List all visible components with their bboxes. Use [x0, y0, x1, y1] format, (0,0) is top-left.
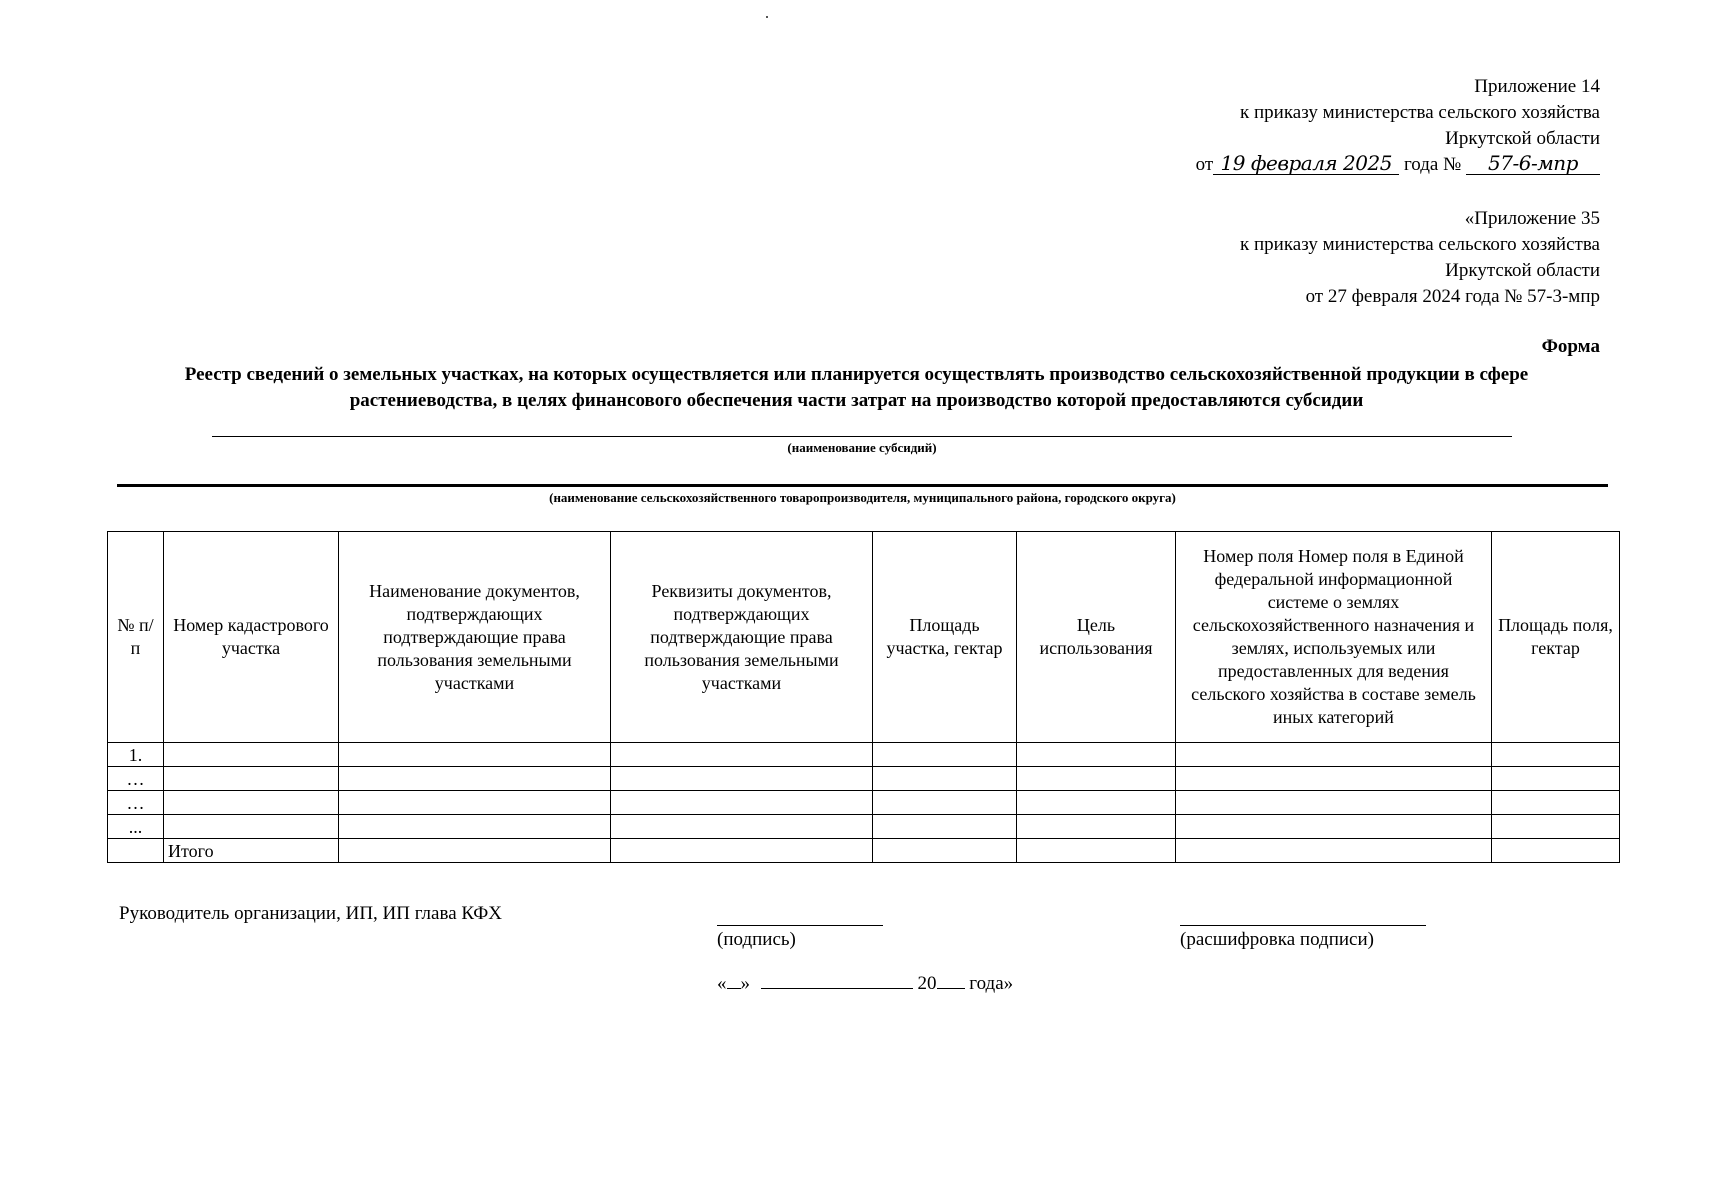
- date-open-quote: «: [717, 973, 727, 994]
- appendix-35-region: Иркутской области: [1445, 260, 1600, 281]
- table-row: [108, 791, 1620, 815]
- form-label: Форма: [1541, 336, 1600, 357]
- table-cell[interactable]: [1176, 815, 1492, 839]
- table-cell[interactable]: [164, 743, 339, 767]
- table-cell[interactable]: [611, 767, 873, 791]
- table-cell[interactable]: [1017, 839, 1176, 863]
- header-cadastral-number: Номер кадастрового участка: [164, 532, 339, 743]
- table-cell[interactable]: [873, 743, 1017, 767]
- table-cell[interactable]: [164, 815, 339, 839]
- month-blank[interactable]: [761, 972, 913, 989]
- document-title: Реестр сведений о земельных участках, на которых осуществляется или планируется осуществлять производство сельскохозяйственной продукции в сфере растениеводства, в целях финансового обеспечения части затрат на производство которой предоставляются субсидии: [184, 364, 1529, 411]
- date-close-quote: »: [740, 973, 750, 994]
- handwritten-number: 57-6-мпр: [1466, 152, 1600, 175]
- signature-date-row: [717, 972, 1013, 995]
- table-cell[interactable]: [611, 815, 873, 839]
- row-number: …: [108, 791, 164, 815]
- table-cell[interactable]: [339, 791, 611, 815]
- table-cell[interactable]: [1492, 815, 1620, 839]
- header-usage-purpose: Цель использования: [1017, 532, 1176, 743]
- table-cell[interactable]: [164, 791, 339, 815]
- signer-label: Руководитель организации, ИП, ИП глава КФХ: [119, 903, 502, 924]
- decoding-caption: (расшифровка подписи): [1180, 929, 1374, 950]
- appendix-35-date: от 27 февраля 2024 года № 57-3-мпр: [1305, 286, 1600, 307]
- appendix-14-from: от: [1195, 154, 1214, 175]
- subsidy-name-line: [212, 436, 1512, 437]
- row-number: 1.: [108, 743, 164, 767]
- table-cell[interactable]: [1492, 839, 1620, 863]
- table-cell[interactable]: [1176, 839, 1492, 863]
- table-cell[interactable]: [873, 815, 1017, 839]
- year-suffix: года»: [969, 973, 1014, 994]
- header-document-names: Наименование документов, подтверждающих подтверждающие права пользования земельными участками: [339, 532, 611, 743]
- appendix-35-block: [1240, 206, 1600, 310]
- table-cell[interactable]: [1017, 791, 1176, 815]
- appendix-14-order: к приказу министерства сельского хозяйства: [1240, 102, 1600, 123]
- table-cell[interactable]: [339, 839, 611, 863]
- table-row: [108, 743, 1620, 767]
- header-plot-area: Площадь участка, гектар: [873, 532, 1017, 743]
- register-table: [107, 531, 1620, 863]
- signature-caption: (подпись): [717, 929, 796, 950]
- day-blank[interactable]: [727, 972, 741, 989]
- header-row-number: № п/п: [108, 532, 164, 743]
- table-cell[interactable]: [1017, 815, 1176, 839]
- table-cell[interactable]: [1017, 743, 1176, 767]
- appendix-35-order: к приказу министерства сельского хозяйства: [1240, 234, 1600, 255]
- signature-line[interactable]: [717, 925, 883, 926]
- table-cell[interactable]: [1492, 767, 1620, 791]
- table-row: [108, 815, 1620, 839]
- appendix-14-date-row: [1196, 152, 1600, 178]
- table-cell[interactable]: [1176, 791, 1492, 815]
- table-cell[interactable]: [1492, 743, 1620, 767]
- table-cell[interactable]: [339, 767, 611, 791]
- year-blank[interactable]: [937, 972, 965, 989]
- signature-decoding-line[interactable]: [1180, 925, 1426, 926]
- table-cell[interactable]: [339, 743, 611, 767]
- producer-name-line: [117, 484, 1608, 487]
- table-cell[interactable]: [611, 743, 873, 767]
- table-cell[interactable]: [873, 767, 1017, 791]
- row-number: ...: [108, 815, 164, 839]
- table-cell[interactable]: [873, 791, 1017, 815]
- table-cell[interactable]: [164, 767, 339, 791]
- scan-speck: [766, 16, 768, 18]
- year-prefix: 20: [917, 973, 937, 994]
- handwritten-date: 19 февраля 2025: [1213, 152, 1399, 175]
- header-field-area: Площадь поля, гектар: [1492, 532, 1620, 743]
- appendix-14-year-label: года №: [1403, 154, 1462, 175]
- table-cell[interactable]: [611, 839, 873, 863]
- appendix-14-title: Приложение 14: [1474, 76, 1600, 97]
- table-cell[interactable]: [611, 791, 873, 815]
- producer-caption: (наименование сельскохозяйственного товаропроизводителя, муниципального района, городского округа): [549, 490, 1176, 505]
- total-label: Итого: [164, 839, 339, 863]
- row-number: …: [108, 767, 164, 791]
- table-header-row: [108, 532, 1620, 743]
- header-document-details: Реквизиты документов, подтверждающих подтверждающие права пользования земельными участками: [611, 532, 873, 743]
- total-row-number: [108, 839, 164, 863]
- table-cell[interactable]: [1176, 767, 1492, 791]
- subsidy-caption: (наименование субсидий): [787, 440, 937, 455]
- table-cell[interactable]: [1017, 767, 1176, 791]
- table-cell[interactable]: [873, 839, 1017, 863]
- header-field-number: Номер поля Номер поля в Единой федеральной информационной системе о землях сельскохозяйственного назначения и землях, используемых или предоставленных для ведения сельского хозяйства в составе земель иных категорий: [1176, 532, 1492, 743]
- appendix-14-region: Иркутской области: [1445, 128, 1600, 149]
- table-cell[interactable]: [1176, 743, 1492, 767]
- table-cell[interactable]: [1492, 791, 1620, 815]
- appendix-14-block: [1196, 74, 1600, 178]
- table-cell[interactable]: [339, 815, 611, 839]
- table-total-row: [108, 839, 1620, 863]
- table-row: [108, 767, 1620, 791]
- appendix-35-title: «Приложение 35: [1464, 208, 1600, 229]
